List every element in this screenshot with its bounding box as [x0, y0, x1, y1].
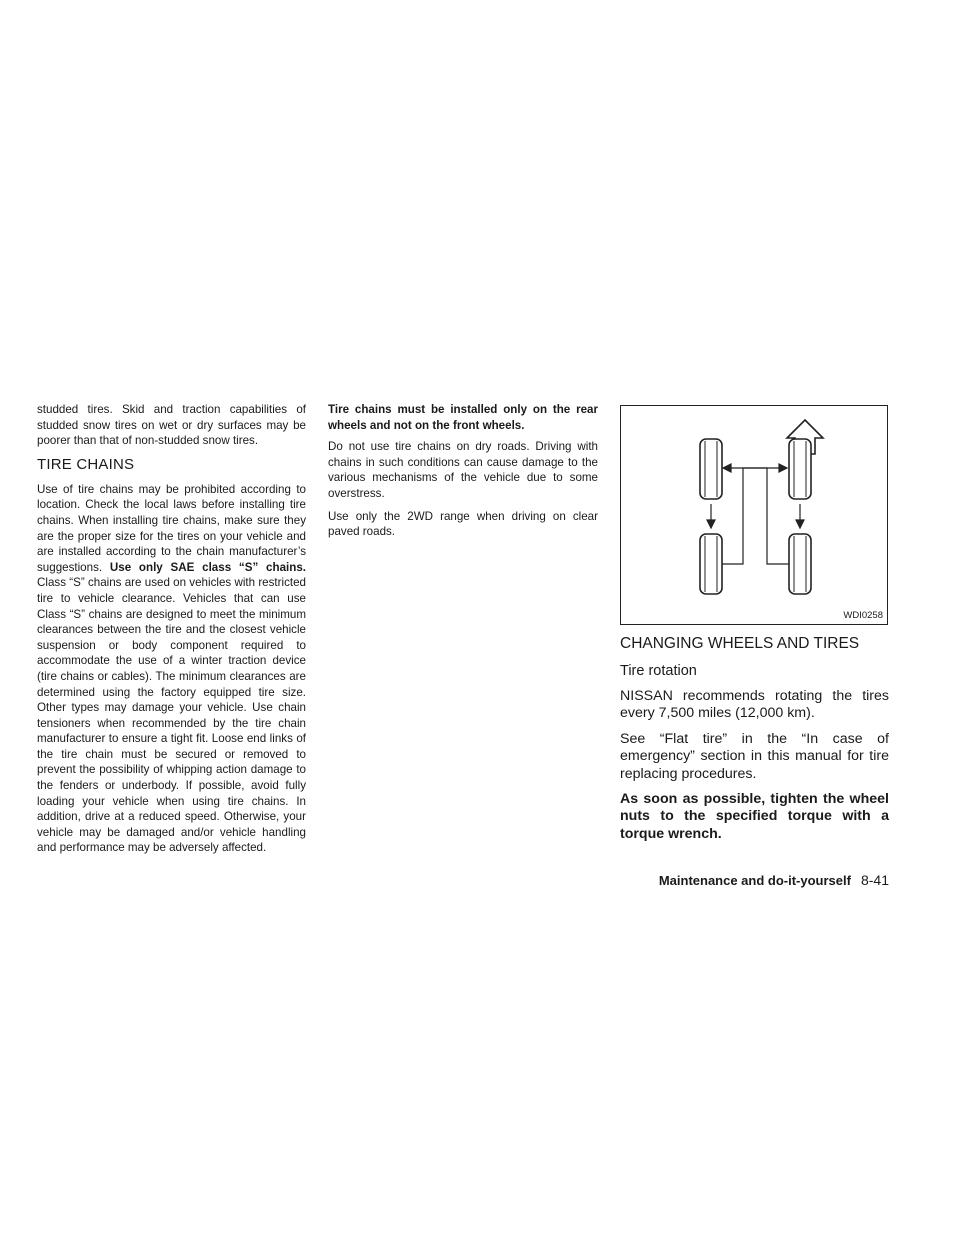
- middle-column: [328, 402, 598, 547]
- right-column: [620, 405, 889, 851]
- changing-wheels-section: [620, 635, 889, 843]
- paragraph-studded-tires: studded tires. Skid and traction capabilities of studded snow tires on wet or dry surfaces may be poorer than that of non-studded snow tires.: [37, 403, 306, 448]
- paragraph-torque-warning: As soon as possible, tighten the wheel nuts to the specified torque with a torque wrench.: [620, 791, 889, 842]
- tire-chains-text-b: Class “S” chains are used on vehicles with restricted tire to vehicle clearance. Vehicles that can use Class “S” chains are designed to meet the minimum clearances between the tire and the closest vehicle suspension or body component required to accommodate the use of a winter traction device (tire chains or cables). The minimum clearances are determined using the factory equipped tire size. Other types may damage your vehicle. Use chain tensioners when recommended by the tire chain manufacturer to ensure a tight fit. Loose end links of the tire chain must be secured or removed to prevent the possibility of whipping action damage to the fenders or underbody. If possible, avoid fully loading your vehicle when using tire chains. In addition, drive at a reduced speed. Otherwise, your vehicle may be damaged and/or vehicle handling and performance may be adversely affected.: [37, 576, 306, 855]
- heading-changing-wheels: CHANGING WHEELS AND TIRES: [620, 635, 860, 652]
- paragraph-tire-chains: [37, 482, 306, 856]
- arrow-rear-right-to-front-left: [723, 464, 789, 564]
- sae-class-s-emphasis: Use only SAE class “S” chains.: [109, 560, 306, 574]
- rear-right-tire: [789, 534, 811, 594]
- heading-tire-chains: TIRE CHAINS: [37, 455, 135, 473]
- page-footer: [620, 872, 889, 888]
- figure-code: WDI0258: [843, 610, 883, 621]
- rear-wheels-warning: Tire chains must be installed only on the rear wheels and not on the front wheels.: [328, 403, 598, 432]
- arrow-front-left-to-rear-left: [707, 504, 715, 528]
- paragraph-dry-roads: Do not use tire chains on dry roads. Driving with chains in such conditions can cause damage to the various mechanisms of the vehicle due to some overstress.: [328, 440, 598, 500]
- tire-rotation-figure: [620, 405, 888, 625]
- front-right-tire: [789, 439, 811, 499]
- subheading-tire-rotation: Tire rotation: [620, 663, 697, 679]
- page-number: 8-41: [860, 872, 889, 888]
- footer-section-title: Maintenance and do-it-yourself: [658, 873, 851, 888]
- arrow-front-right-to-rear-right: [796, 504, 804, 528]
- tire-rotation-diagram: [621, 406, 889, 626]
- rear-left-tire: [700, 534, 722, 594]
- paragraph-2wd-range: Use only the 2WD range when driving on clear paved roads.: [328, 509, 598, 539]
- paragraph-flat-tire-reference: See “Flat tire” in the “In case of emergency” section in this manual for tire replacing procedures.: [620, 730, 889, 782]
- left-column: [37, 402, 306, 863]
- paragraph-rotation-interval: NISSAN recommends rotating the tires every 7,500 miles (12,000 km).: [620, 688, 889, 722]
- front-left-tire: [700, 439, 722, 499]
- arrow-rear-left-to-front-right: [722, 464, 787, 564]
- tire-chains-text-a: Use of tire chains may be prohibited according to location. Check the local laws before installing tire chains. When installing tire chains, make sure they are the proper size for the tires on your vehicle and are installed according to the chain manufacturer’s suggestions.: [37, 482, 306, 574]
